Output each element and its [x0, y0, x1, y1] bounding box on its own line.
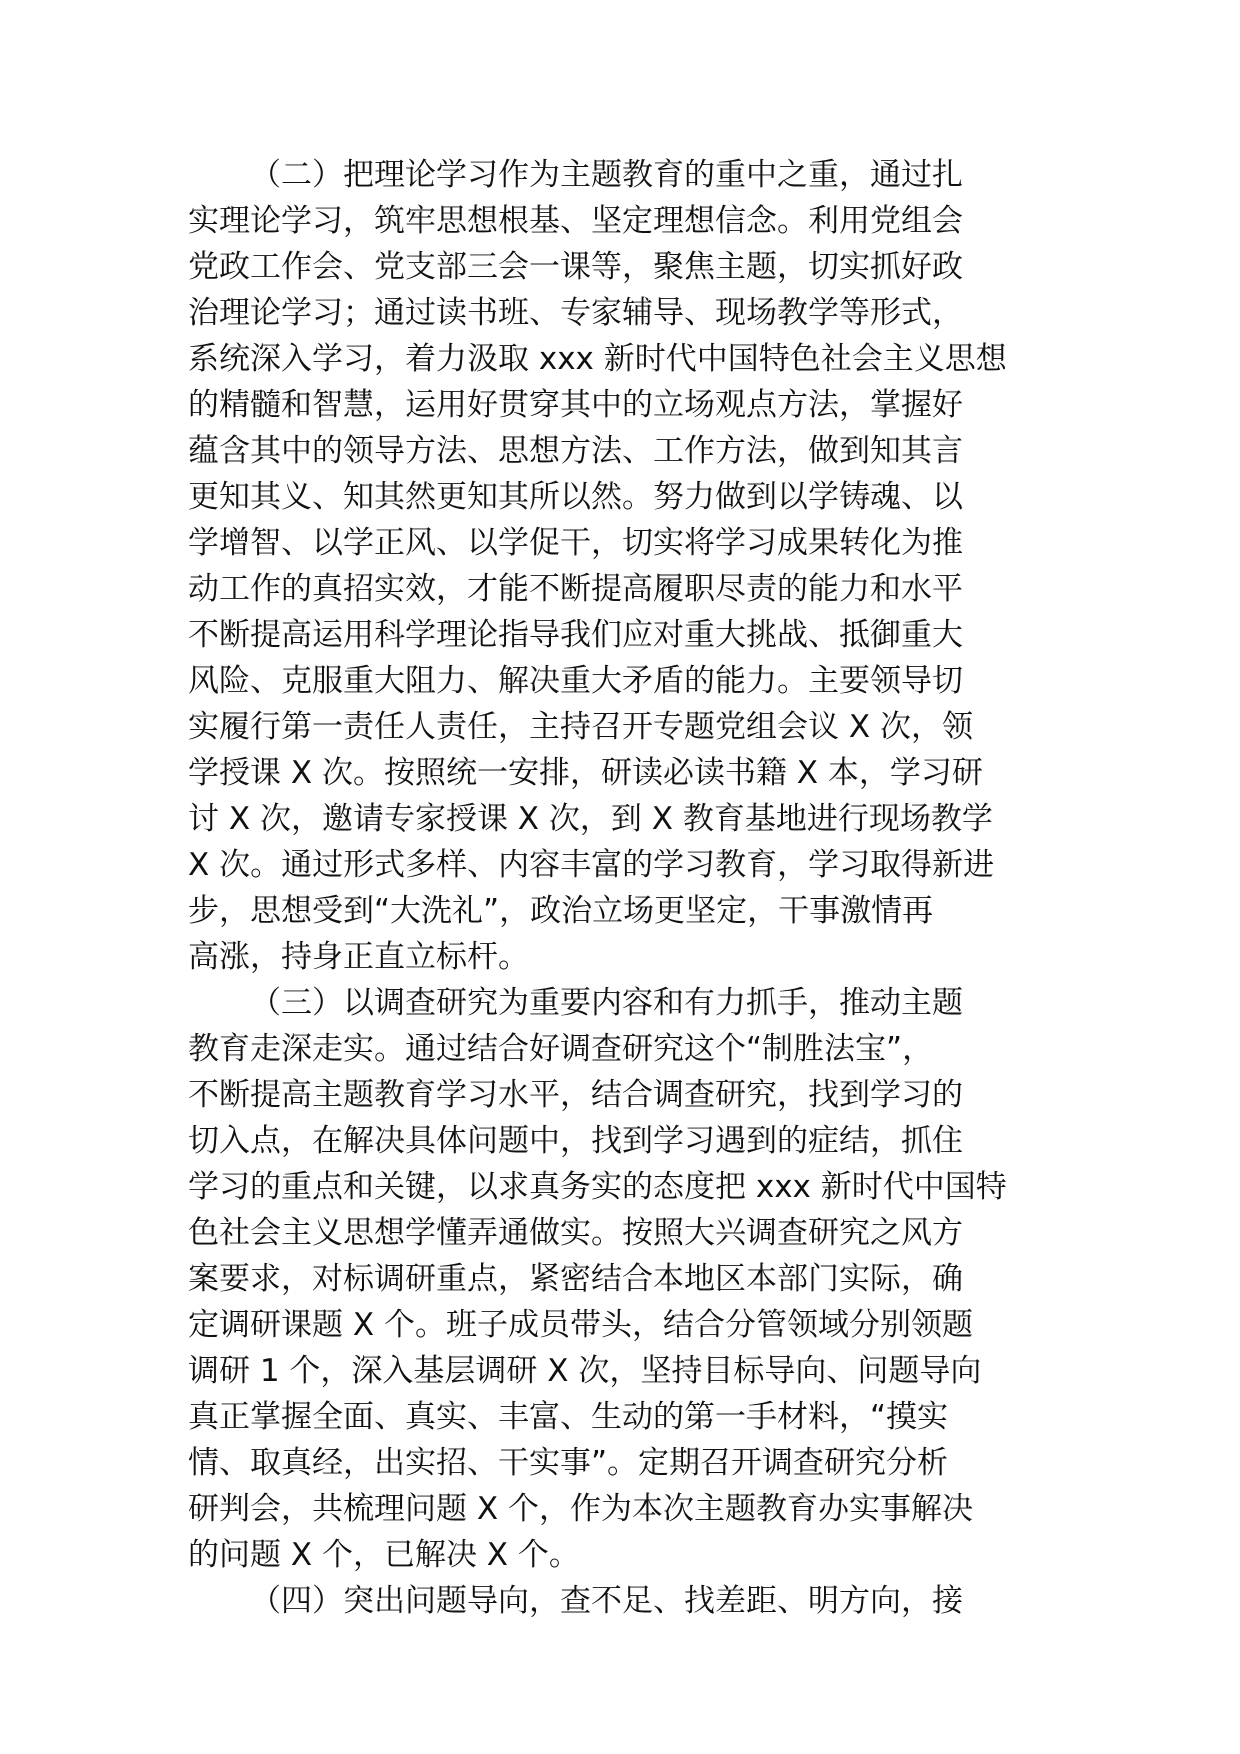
text-line: 蕴含其中的领导方法、思想方法、工作方法，做到知其言: [188, 433, 963, 469]
text-line: 教育走深走实。通过结合好调查研究这个“制胜法宝”，: [188, 1031, 934, 1067]
paragraph-first-line: （二）把理论学习作为主题教育的重中之重，通过扎: [250, 157, 963, 193]
text-line: X 次。通过形式多样、内容丰富的学习教育，学习取得新进: [188, 847, 995, 883]
text-line: 实理论学习，筑牢思想根基、坚定理想信念。利用党组会: [188, 203, 963, 239]
text-line: 党政工作会、党支部三会一课等，聚焦主题，切实抓好政: [188, 249, 963, 285]
text-line: 不断提高运用科学理论指导我们应对重大挑战、抵御重大: [188, 617, 963, 653]
text-line: 的精髓和智慧，运用好贯穿其中的立场观点方法，掌握好: [188, 387, 963, 423]
text-line: 定调研课题 X 个。班子成员带头，结合分管领域分别领题: [188, 1307, 973, 1343]
text-line: 步，思想受到“大洗礼”，政治立场更坚定，干事激情再: [188, 893, 934, 929]
text-line: 真正掌握全面、真实、丰富、生动的第一手材料，“摸实: [188, 1399, 949, 1435]
text-line: 切入点，在解决具体问题中，找到学习遇到的症结，抓住: [188, 1123, 963, 1159]
text-line: 情、取真经，出实招、干实事”。定期召开调查研究分析: [188, 1445, 949, 1481]
text-line: 调研 1 个，深入基层调研 X 次，坚持目标导向、问题导向: [188, 1353, 982, 1389]
paragraph-first-line: （四）突出问题导向，查不足、找差距、明方向，接: [250, 1583, 963, 1619]
paragraph-first-line: （三）以调查研究为重要内容和有力抓手，推动主题: [250, 985, 963, 1021]
text-line: 系统深入学习，着力汲取 xxx 新时代中国特色社会主义思想: [188, 341, 1007, 377]
text-line: 色社会主义思想学懂弄通做实。按照大兴调查研究之风方: [188, 1215, 963, 1251]
text-line: 不断提高主题教育学习水平，结合调查研究，找到学习的: [188, 1077, 963, 1113]
text-line: 高涨，持身正直立标杆。: [188, 939, 529, 975]
text-line: 讨 X 次，邀请专家授课 X 次，到 X 教育基地进行现场教学: [188, 801, 993, 837]
text-line: 学增智、以学正风、以学促干，切实将学习成果转化为推: [188, 525, 963, 561]
text-line: 案要求，对标调研重点，紧密结合本地区本部门实际，确: [188, 1261, 963, 1297]
text-line: 的问题 X 个，已解决 X 个。: [188, 1537, 580, 1573]
text-line: 研判会，共梳理问题 X 个，作为本次主题教育办实事解决: [188, 1491, 973, 1527]
text-line: 学授课 X 次。按照统一安排，研读必读书籍 X 本，学习研: [188, 755, 983, 791]
text-line: 治理论学习；通过读书班、专家辅导、现场教学等形式，: [188, 295, 963, 331]
text-line: 更知其义、知其然更知其所以然。努力做到以学铸魂、以: [188, 479, 963, 515]
text-line: 动工作的真招实效，才能不断提高履职尽责的能力和水平: [188, 571, 963, 607]
document-body: [188, 152, 1058, 1624]
text-line: 实履行第一责任人责任，主持召开专题党组会议 X 次，领: [188, 709, 973, 745]
text-line: 学习的重点和关键，以求真务实的态度把 xxx 新时代中国特: [188, 1169, 1007, 1205]
text-line: 风险、克服重大阻力、解决重大矛盾的能力。主要领导切: [188, 663, 963, 699]
